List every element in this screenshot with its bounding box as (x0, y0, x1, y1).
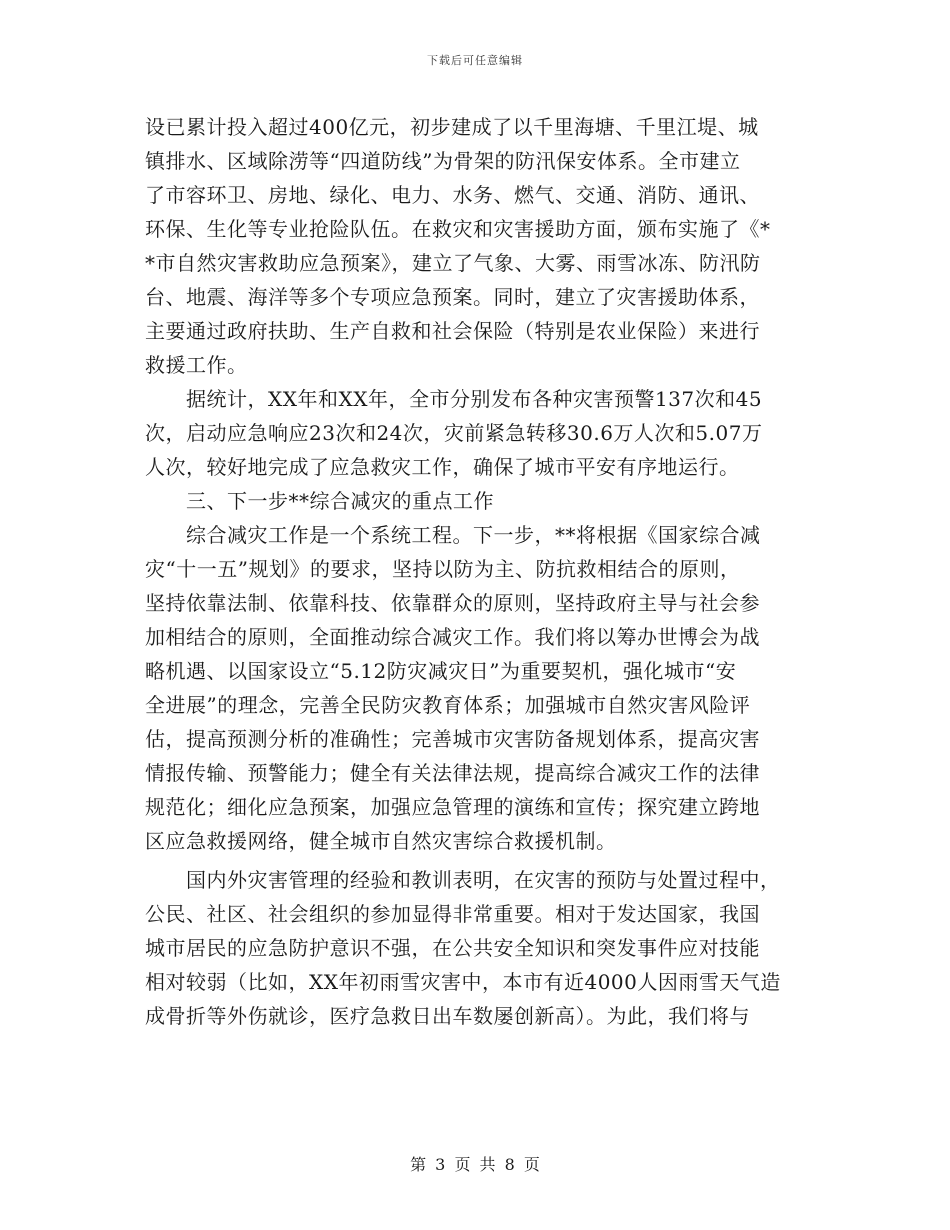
text-line: 灾“十一五”规划》的要求，坚持以防为主、防抗救相结合的原则， (145, 557, 741, 581)
paragraph (145, 382, 805, 484)
text-line: 坚持依靠法制、依靠科技、依靠群众的原则，坚持政府主导与社会参 (145, 591, 760, 615)
text-line: 综合减灾工作是一个系统工程。下一步，**将根据《国家综合减 (145, 523, 761, 547)
text-line: *市自然灾害救助应急预案》，建立了气象、大雾、雨雪冰冻、防汛防 (145, 251, 761, 275)
text-line: 城市居民的应急防护意识不强，在公共安全知识和突发事件应对技能 (145, 936, 760, 960)
text-line: 情报传输、预警能力；健全有关法律法规，提高综合减灾工作的法律 (145, 761, 760, 785)
document-body (145, 110, 805, 1033)
paragraph (145, 863, 805, 1033)
text-line: 环保、生化等专业抢险队伍。在救灾和灾害援助方面，颁布实施了《* (145, 217, 771, 241)
heading-line: 三、下一步**综合减灾的重点工作 (145, 489, 494, 513)
text-line: 次，启动应急响应23次和24次，灾前紧急转移30.6万人次和5.07万 (145, 421, 763, 445)
text-line: 略机遇、以国家设立“5.12防灾减灾日”为重要契机，强化城市“安 (145, 659, 737, 683)
text-line: 据统计，XX年和XX年，全市分别发布各种灾害预警137次和45 (145, 387, 763, 411)
text-line: 规范化；细化应急预案，加强应急管理的演练和宣传；探究建立跨地 (145, 795, 760, 819)
text-line: 成骨折等外伤就诊，医疗急救日出车数屡创新高）。为此，我们将与 (145, 1004, 750, 1028)
text-line: 全进展”的理念，完善全民防灾教育体系；加强城市自然灾害风险评 (145, 693, 751, 717)
page-number-footer: 第 3 页 共 8 页 (410, 1155, 540, 1174)
text-line: 国内外灾害管理的经验和教训表明，在灾害的预防与处置过程中， (145, 868, 781, 892)
text-line: 人次，较好地完成了应急救灾工作，确保了城市平安有序地运行。 (145, 455, 740, 479)
text-line: 镇排水、区域除涝等“四道防线”为骨架的防汛保安体系。全市建立 (145, 149, 741, 173)
text-line: 区应急救援网络，健全城市自然灾害综合救援机制。 (145, 829, 617, 853)
text-line: 估，提高预测分析的准确性；完善城市灾害防备规划体系，提高灾害 (145, 727, 760, 751)
paragraph (145, 110, 805, 382)
section-heading (145, 484, 805, 518)
text-line: 主要通过政府扶助、生产自救和社会保险（特别是农业保险）来进行 (145, 319, 760, 343)
text-line: 加相结合的原则，全面推动综合减灾工作。我们将以筹办世博会为战 (145, 625, 760, 649)
text-line: 设已累计投入超过400亿元，初步建成了以千里海塘、千里江堤、城 (145, 115, 759, 139)
text-line: 了市容环卫、房地、绿化、电力、水务、燃气、交通、消防、通讯、 (145, 183, 760, 207)
page-header: 下载后可任意编辑 (427, 54, 523, 67)
text-line: 救援工作。 (145, 353, 248, 377)
paragraph (145, 518, 805, 858)
text-line: 公民、社区、社会组织的参加显得非常重要。相对于发达国家，我国 (145, 902, 760, 926)
text-line: 台、地震、海洋等多个专项应急预案。同时，建立了灾害援助体系， (145, 285, 760, 309)
text-line: 相对较弱（比如，XX年初雨雪灾害中，本市有近4000人因雨雪天气造 (145, 970, 781, 994)
